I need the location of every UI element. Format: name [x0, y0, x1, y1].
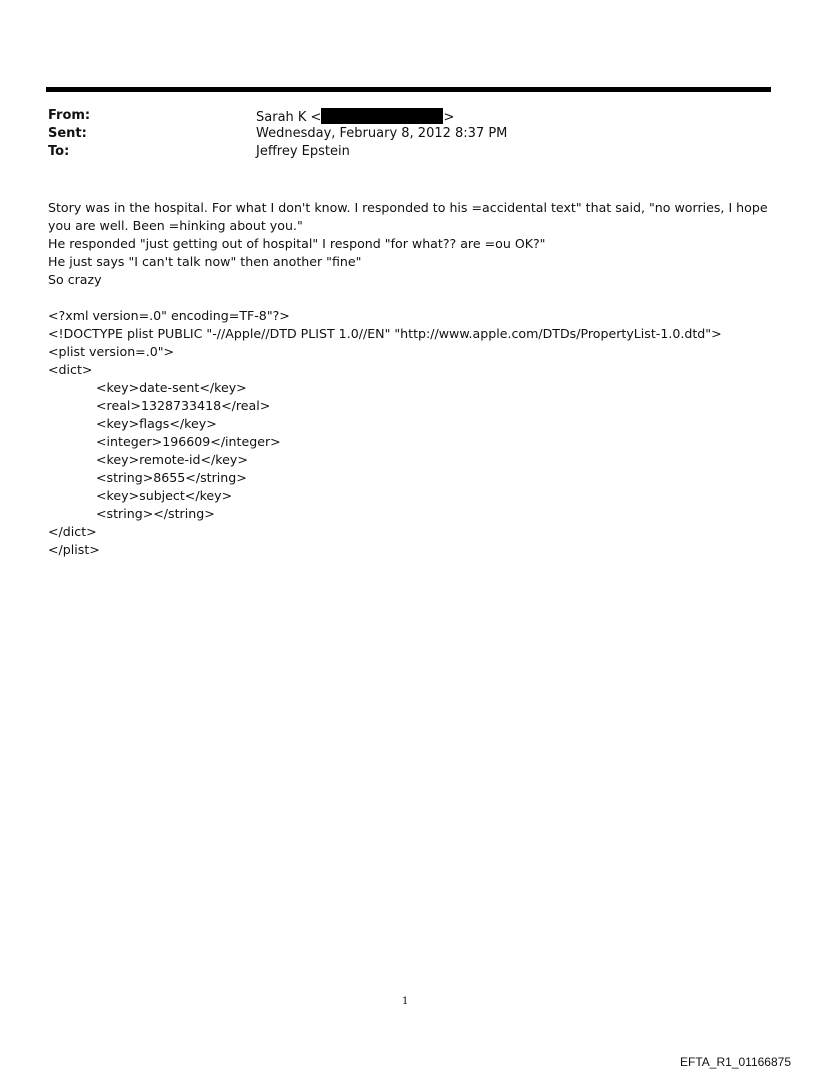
from-label: From:	[48, 108, 91, 123]
document-id: EFTA_R1_01166875	[680, 1055, 791, 1069]
plist-entry: <integer>196609</integer>	[96, 434, 281, 449]
spacer	[48, 289, 768, 307]
message-line: So crazy	[48, 272, 102, 287]
from-name: Sarah K <	[256, 110, 322, 125]
page-number: 1	[402, 996, 409, 1007]
plist-entry: <string>8655</string>	[96, 470, 247, 485]
email-body	[48, 199, 768, 559]
dict-close-tag: </dict>	[48, 524, 97, 539]
plist-open-tag: <plist version=.0">	[48, 344, 175, 359]
sent-value: Wednesday, February 8, 2012 8:37 PM	[256, 126, 508, 141]
to-label: To:	[48, 144, 70, 159]
to-value: Jeffrey Epstein	[256, 144, 350, 159]
plist-entry: <string></string>	[96, 506, 215, 521]
plist-entry: <key>flags</key>	[96, 416, 217, 431]
plist-entry: <real>1328733418</real>	[96, 398, 271, 413]
plist-xml-declaration: <?xml version=.0" encoding=TF-8"?>	[48, 308, 290, 323]
plist-close-tag: </plist>	[48, 542, 100, 557]
message-line: He responded "just getting out of hospital" I respond "for what?? are =ou OK?"	[48, 236, 546, 251]
from-close: >	[443, 110, 455, 125]
dict-open-tag: <dict>	[48, 362, 93, 377]
redaction-box	[321, 108, 443, 124]
plist-entry: <key>subject</key>	[96, 488, 233, 503]
message-line: He just says "I can't talk now" then another "fine"	[48, 254, 362, 269]
message-line: Story was in the hospital. For what I don't know. I responded to his =accidental text" that said, "no worries, I hope you are well. Been =hinking about you."	[48, 200, 768, 233]
header-rule	[46, 87, 771, 92]
plist-entry: <key>remote-id</key>	[96, 452, 248, 467]
plist-doctype: <!DOCTYPE plist PUBLIC "-//Apple//DTD PLIST 1.0//EN" "http://www.apple.com/DTDs/PropertyList-1.0.dtd">	[48, 326, 722, 341]
sent-label: Sent:	[48, 126, 87, 141]
plist-entry: <key>date-sent</key>	[96, 380, 247, 395]
from-value	[256, 108, 454, 125]
